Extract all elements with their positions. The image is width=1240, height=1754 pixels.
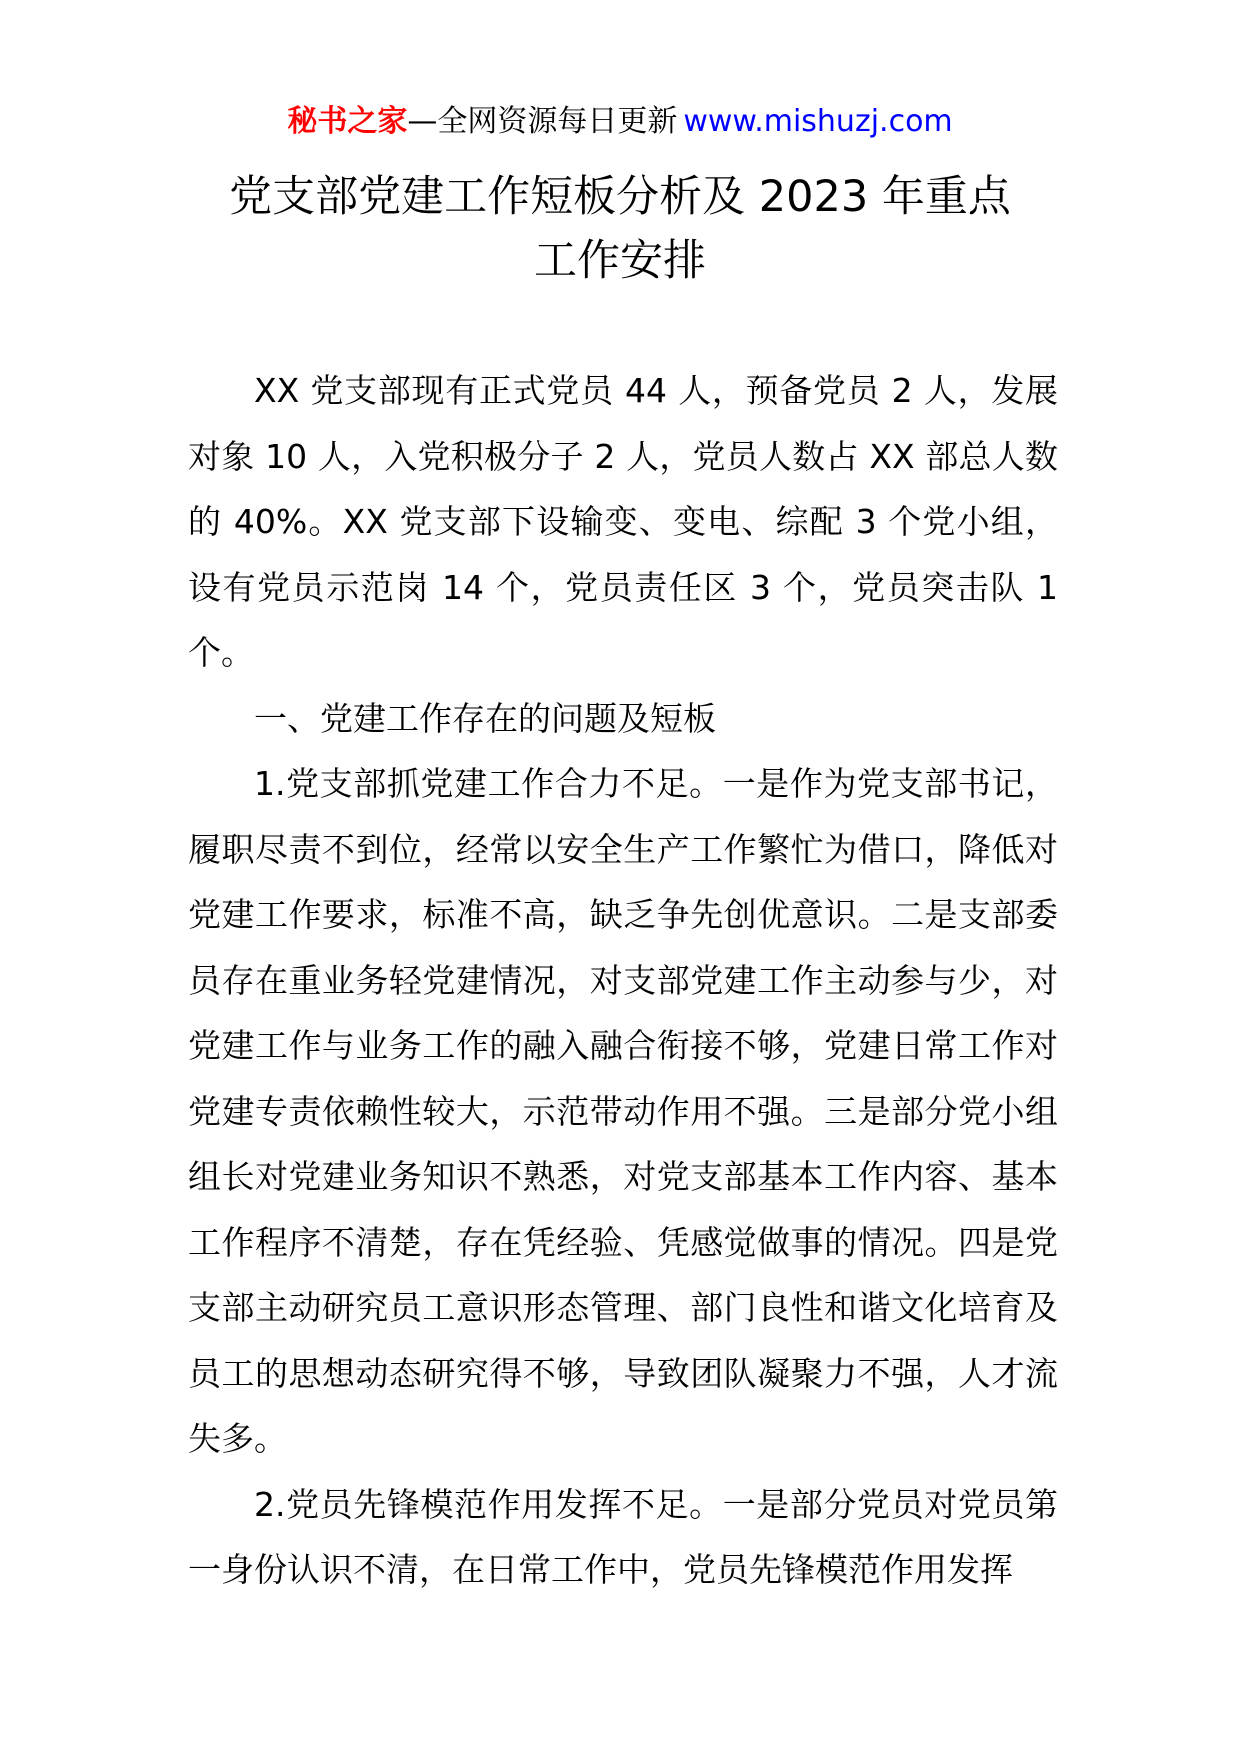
item-1-paragraph: 1.党支部抓党建工作合力不足。一是作为党支部书记，履职尽责不到位，经常以安全生产工作繁忙为借口，降低对党建工作要求，标准不高，缺乏争先创优意识。二是支部委员存在重业务轻党建情况，对支部党建工作主动参与少，对党建工作与业务工作的融入融合衔接不够，党建日常工作对党建专责依赖性较大，示范带动作用不强。三是部分党小组组长对党建业务知识不熟悉，对党支部基本工作内容、基本工作程序不清楚，存在凭经验、凭感觉做事的情况。四是党支部主动研究员工意识形态管理、部门良性和谐文化培育及员工的思想动态研究得不够，导致团队凝聚力不强，人才流失多。 bbox=[188, 764, 1058, 1458]
item-2-paragraph: 2.党员先锋模范作用发挥不足。一是部分党员对党员第一身份认识不清，在日常工作中，党员先锋模范作用发挥 bbox=[188, 1484, 1058, 1589]
intro-paragraph: XX 党支部现有正式党员 44 人，预备党员 2 人，发展对象 10 人，入党积极分子 2 人，党员人数占 XX 部总人数的 40%。XX 党支部下设输变、变电、综配 3 个党小组，设有党员示范岗 14 个，党员责任区 3 个，党员突击队 1 个。 bbox=[188, 371, 1058, 672]
document-title bbox=[0, 165, 1240, 293]
site-url-link[interactable]: www.mishuzj.com bbox=[683, 104, 953, 139]
site-banner bbox=[0, 100, 1240, 144]
document-body bbox=[188, 358, 1058, 1603]
banner-dash: — bbox=[407, 104, 438, 139]
title-line-1: 党支部党建工作短板分析及 2023 年重点 bbox=[229, 172, 1011, 222]
banner-tagline: 全网资源每日更新 bbox=[437, 104, 678, 139]
brand-name: 秘书之家 bbox=[287, 104, 408, 139]
title-line-2: 工作安排 bbox=[534, 236, 706, 286]
section-heading: 一、党建工作存在的问题及短板 bbox=[254, 698, 716, 738]
